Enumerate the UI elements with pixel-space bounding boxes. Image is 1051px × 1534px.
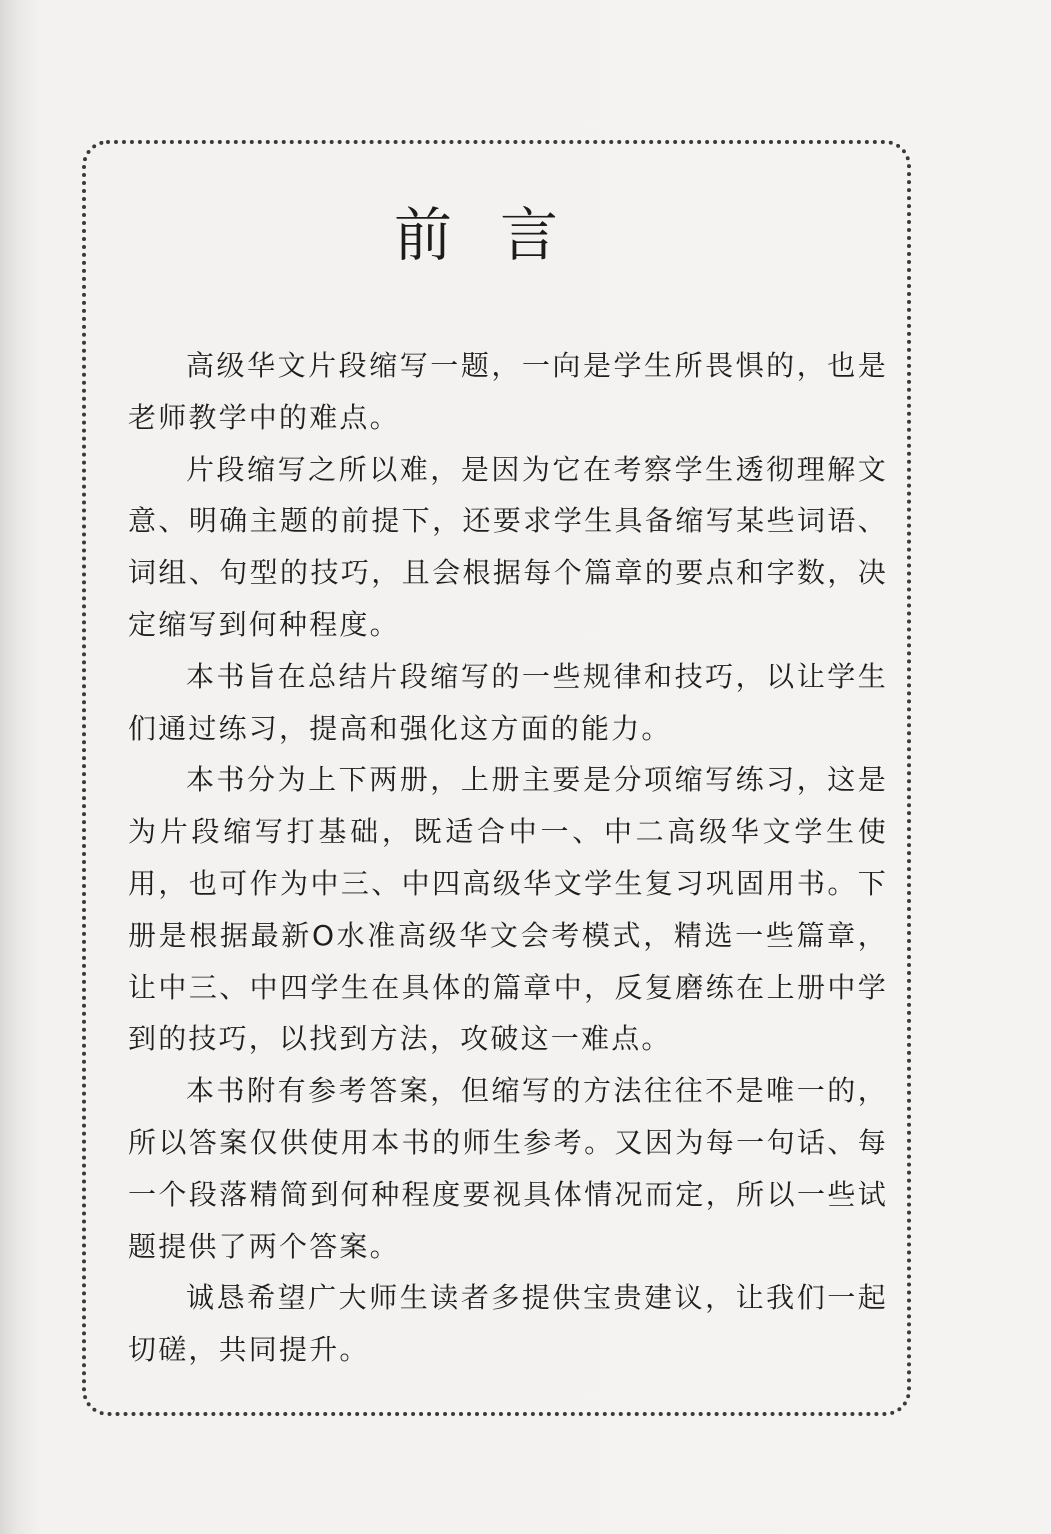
paragraph-difficulty: 片段缩写之所以难，是因为它在考察学生透彻理解文意、明确主题的前提下，还要求学生具备缩写某些词语、词组、句型的技巧，且会根据每个篇章的要点和字数，决定缩写到何种程度。 [128,452,888,641]
paragraph-intro: 高级华文片段缩写一题，一向是学生所畏惧的，也是老师教学中的难点。 [128,349,888,434]
paragraph-answers: 本书附有参考答案，但缩写的方法往往不是唯一的，所以答案仅供使用本书的师生参考。又因为每一句话、每一个段落精简到何种程度要视具体情况而定，所以一些试题提供了两个答案。 [128,1074,888,1263]
paragraph-structure: 本书分为上下两册，上册主要是分项缩写练习，这是为片段缩写打基础，既适合中一、中二高级华文学生使用，也可作为中三、中四高级华文学生复习巩固用书。下册是根据最新O水准高级华文会考模式，精选一些篇章，让中三、中四学生在具体的篇章中，反复磨练在上册中学到的技巧，以找到方法，攻破这一难点。 [128,763,888,1056]
paragraph-purpose: 本书旨在总结片段缩写的一些规律和技巧，以让学生们通过练习，提高和强化这方面的能力。 [128,659,888,745]
paragraph-closing: 诚恳希望广大师生读者多提供宝贵建议，让我们一起切磋，共同提升。 [128,1281,888,1367]
preface-body [128,340,888,1376]
page-title: 前言 [393,201,606,269]
